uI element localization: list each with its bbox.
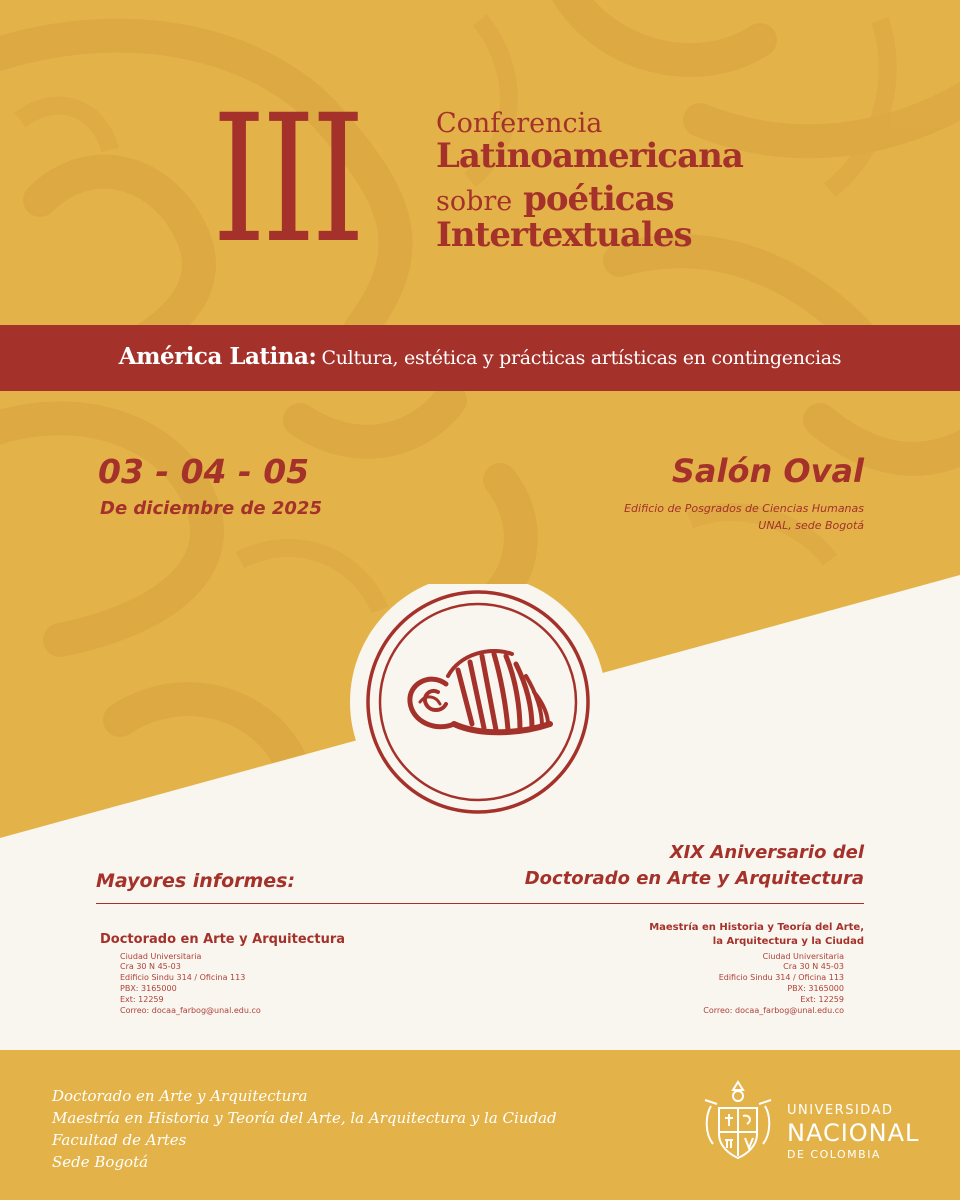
divider-rule [96, 903, 864, 904]
logo-nacional: NACIONAL [787, 1119, 920, 1147]
contact-right-line: Edificio Sindu 314 / Oficina 113 [718, 973, 844, 982]
contact-left-line: PBX: 3165000 [120, 984, 177, 993]
footer-faculty: Facultad de Artes [52, 1131, 187, 1149]
footer-campus: Sede Bogotá [52, 1153, 149, 1171]
contact-right-line: PBX: 3165000 [787, 984, 844, 993]
theme-banner [0, 325, 960, 391]
contact-left-line: Correo: docaa_farbog@unal.edu.co [120, 1006, 261, 1015]
venue-campus: UNAL, sede Bogotá [758, 519, 864, 532]
venue-building: Edificio de Posgrados de Ciencias Humanas [624, 502, 864, 515]
contact-right-line: Cra 30 N 45-03 [783, 962, 844, 971]
title-line-conferencia: Conferencia [436, 108, 603, 139]
contact-left-line: Ext: 12259 [120, 995, 164, 1004]
contact-right-line: Correo: docaa_farbog@unal.edu.co [703, 1006, 844, 1015]
logo-de-colombia: DE COLOMBIA [787, 1148, 881, 1161]
title-word-sobre: sobre [436, 186, 513, 217]
contact-right-line: Ext: 12259 [800, 995, 844, 1004]
event-month-year: De diciembre de 2025 [100, 498, 322, 519]
shell-emblem-icon [350, 584, 606, 840]
footer-program-maestria: Maestría en Historia y Teoría del Arte, la Arquitectura y la Ciudad [52, 1109, 557, 1127]
anniversary-line1: XIX Aniversario del [669, 842, 864, 863]
contact-left-line: Ciudad Universitaria [120, 952, 202, 961]
title-line-poeticas [436, 179, 674, 219]
contact-right-name-line2: la Arquitectura y la Ciudad [712, 936, 864, 947]
contact-right-name-line1: Maestría en Historia y Teoría del Arte, [649, 922, 864, 933]
contact-left-name: Doctorado en Arte y Arquitectura [100, 932, 346, 947]
logo-universidad: UNIVERSIDAD [787, 1103, 894, 1118]
title-line-latinoamericana: Latinoamericana [436, 136, 743, 176]
event-dates: 03 - 04 - 05 [98, 452, 310, 491]
more-info-heading: Mayores informes: [96, 870, 296, 892]
theme-rest: Cultura, estética y prácticas artísticas en contingencias [321, 347, 842, 369]
anniversary-line2: Doctorado en Arte y Arquitectura [524, 868, 864, 889]
university-crest-icon [697, 1076, 779, 1166]
venue-name: Salón Oval [671, 452, 864, 490]
footer-program-doctorado: Doctorado en Arte y Arquitectura [52, 1087, 308, 1105]
title-line-intertextuales: Intertextuales [436, 215, 692, 255]
roman-numeral: III [212, 77, 361, 282]
theme-bold: América Latina: [118, 343, 317, 370]
title-word-poeticas: poéticas [523, 179, 674, 219]
contact-left-line: Cra 30 N 45-03 [120, 962, 181, 971]
theme-text [0, 343, 960, 370]
contact-right-line: Ciudad Universitaria [762, 952, 844, 961]
contact-left-line: Edificio Sindu 314 / Oficina 113 [120, 973, 246, 982]
